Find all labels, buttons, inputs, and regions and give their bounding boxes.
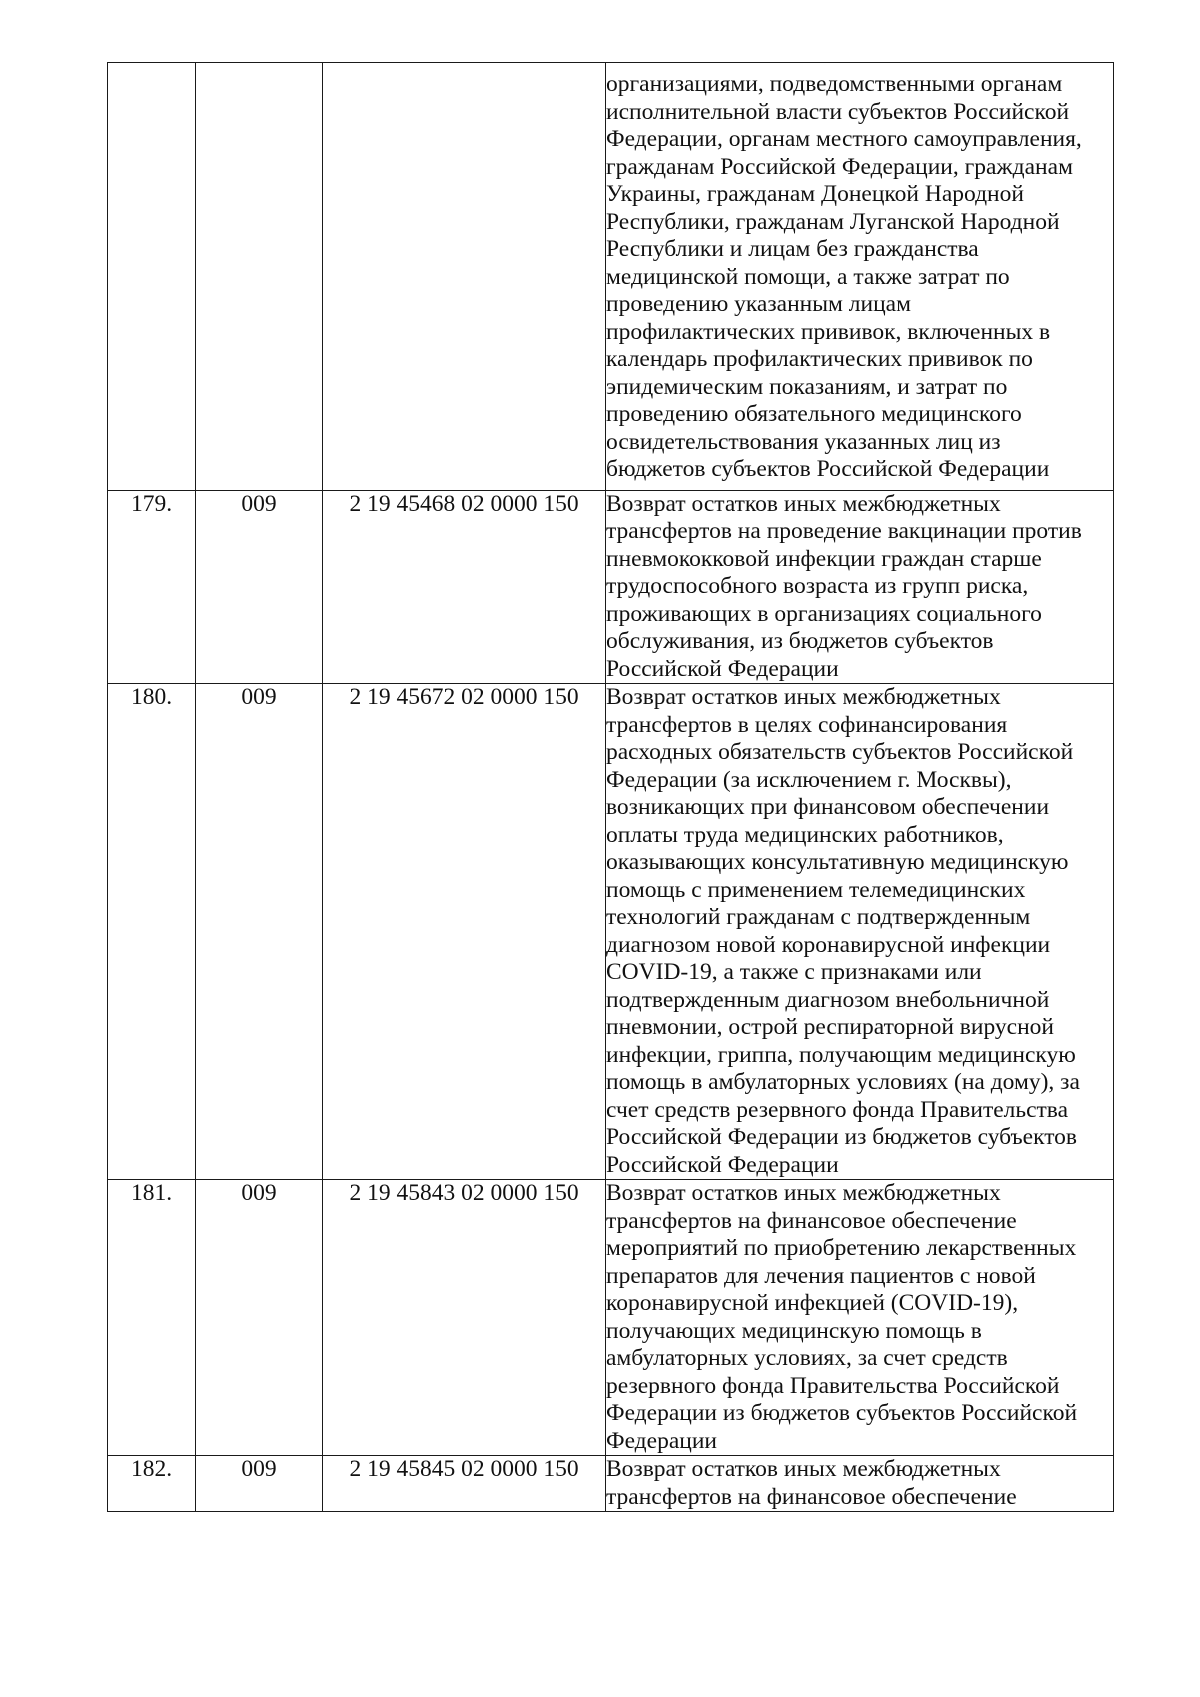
description-line: профилактических прививок, включенных в	[606, 318, 1051, 345]
description-line: организациями, подведомственными органам	[606, 71, 1063, 97]
description-line: препаратов для лечения пациентов с новой	[606, 1262, 1036, 1289]
description-line: освидетельствования указанных лиц из	[606, 428, 1001, 455]
description-line: Федерации из бюджетов субъектов Российской	[606, 1400, 1078, 1426]
row-number-cell: 182.	[108, 1456, 196, 1512]
description-line: Республики, гражданам Луганской Народной	[606, 208, 1060, 235]
description-line: трансфертов в целях софинансирования	[606, 711, 1008, 738]
description-line: обслуживания, из бюджетов субъектов	[606, 628, 994, 654]
description-line: технологий гражданам с подтвержденным	[606, 904, 1031, 930]
description-line: оплаты труда медицинских работников,	[606, 821, 1004, 848]
description-line: пневмококковой инфекции граждан старше	[606, 545, 1042, 572]
budget-classification-code-cell: 2 19 45845 02 0000 150	[323, 1456, 606, 1512]
administrator-code-cell: 009	[196, 1180, 323, 1456]
description-line: расходных обязательств субъектов Российской	[606, 739, 1074, 765]
description-line: Возврат остатков иных межбюджетных	[606, 1180, 1001, 1206]
description-line: COVID-19, а также с признаками или	[606, 959, 982, 985]
administrator-code-cell	[196, 63, 323, 491]
description-line: Российской Федерации	[606, 1151, 839, 1178]
description-line: Украины, гражданам Донецкой Народной	[606, 181, 1024, 207]
row-number-cell: 179.	[108, 490, 196, 684]
description-line: подтвержденным диагнозом внебольничной	[606, 986, 1050, 1013]
table-row	[108, 1180, 1114, 1456]
description-line: получающих медицинскую помощь в	[606, 1317, 982, 1344]
row-number-cell	[108, 63, 196, 491]
description-line: трансфертов на финансовое обеспечение	[606, 1483, 1017, 1510]
budget-classification-code-cell	[323, 63, 606, 491]
budget-classification-code-cell: 2 19 45672 02 0000 150	[323, 684, 606, 1180]
table-row	[108, 63, 1114, 491]
description-line: гражданам Российской Федерации, гражданам	[606, 153, 1073, 180]
description-line: амбулаторных условиях, за счет средств	[606, 1345, 1008, 1371]
row-number-cell: 180.	[108, 684, 196, 1180]
administrator-code-cell: 009	[196, 1456, 323, 1512]
table-row	[108, 490, 1114, 684]
description-line: пневмонии, острой респираторной вирусной	[606, 1014, 1055, 1040]
description-line: помощь с применением телемедицинских	[606, 876, 1026, 903]
description-line: Возврат остатков иных межбюджетных	[606, 490, 1001, 517]
description-cell	[606, 684, 1114, 1180]
administrator-code-cell: 009	[196, 490, 323, 684]
description-line: трансфертов на проведение вакцинации против	[606, 518, 1082, 544]
description-line: Федерации (за исключением г. Москвы),	[606, 766, 1012, 793]
budget-codes-table	[107, 62, 1114, 1512]
description-line: Возврат остатков иных межбюджетных	[606, 1456, 1001, 1482]
description-line: диагнозом новой коронавирусной инфекции	[606, 931, 1051, 958]
description-cell	[606, 1456, 1114, 1512]
description-line: помощь в амбулаторных условиях (на дому), за	[606, 1069, 1080, 1095]
description-line: резервного фонда Правительства Российской	[606, 1372, 1060, 1399]
table-row	[108, 684, 1114, 1180]
description-line: медицинской помощи, а также затрат по	[606, 263, 1010, 290]
description-line: трансфертов на финансовое обеспечение	[606, 1207, 1017, 1234]
description-line: возникающих при финансовом обеспечении	[606, 794, 1050, 820]
description-line: Федерации, органам местного самоуправления,	[606, 126, 1082, 152]
description-line: оказывающих консультативную медицинскую	[606, 849, 1069, 875]
administrator-code-cell: 009	[196, 684, 323, 1180]
description-cell	[606, 1180, 1114, 1456]
description-line: Российской Федерации	[606, 655, 839, 682]
description-line: Российской Федерации из бюджетов субъектов	[606, 1124, 1078, 1150]
budget-classification-code-cell: 2 19 45843 02 0000 150	[323, 1180, 606, 1456]
row-number-cell: 181.	[108, 1180, 196, 1456]
description-line: Возврат остатков иных межбюджетных	[606, 684, 1001, 710]
description-line: проведению указанным лицам	[606, 291, 911, 317]
table-row	[108, 1456, 1114, 1512]
description-line: Федерации	[606, 1427, 717, 1454]
description-line: счет средств резервного фонда Правительства	[606, 1096, 1069, 1123]
description-line: мероприятий по приобретению лекарственных	[606, 1235, 1077, 1261]
description-line: трудоспособного возраста из групп риска,	[606, 573, 1029, 599]
budget-classification-code-cell: 2 19 45468 02 0000 150	[323, 490, 606, 684]
description-line: проживающих в организациях социального	[606, 600, 1042, 627]
description-line: коронавирусной инфекцией (COVID-19),	[606, 1290, 1019, 1316]
description-line: календарь профилактических прививок по	[606, 346, 1033, 372]
description-line: бюджетов субъектов Российской Федерации	[606, 456, 1050, 482]
description-line: Республики и лицам без гражданства	[606, 236, 979, 262]
description-line: проведению обязательного медицинского	[606, 401, 1022, 427]
description-cell	[606, 63, 1114, 491]
description-line: исполнительной власти субъектов Российской	[606, 98, 1070, 125]
description-line: инфекции, гриппа, получающим медицинскую	[606, 1041, 1076, 1068]
description-line: эпидемическим показаниям, и затрат по	[606, 373, 1008, 400]
description-cell	[606, 490, 1114, 684]
